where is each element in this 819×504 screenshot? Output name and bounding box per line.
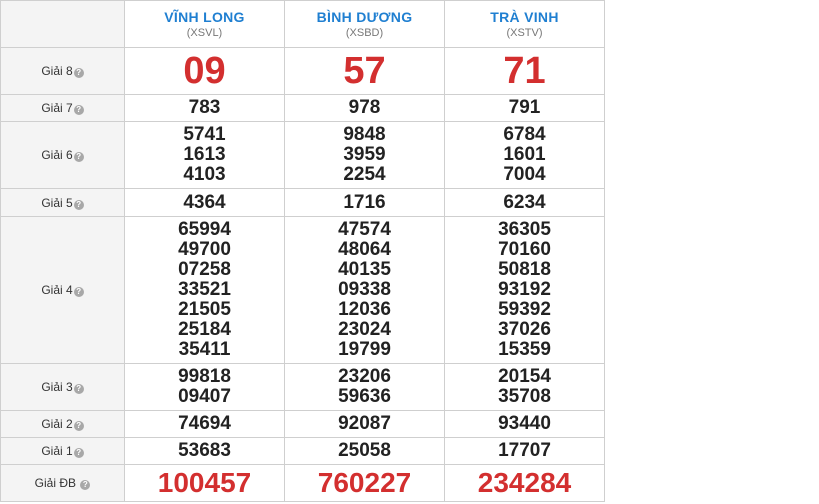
prize-value: 93440 xyxy=(445,411,605,438)
prize-value: 19799 xyxy=(338,339,391,360)
prize-value: 37026 xyxy=(498,319,551,340)
prize-label-g8 xyxy=(1,48,125,95)
prize-label-text: Giải 7 xyxy=(41,101,73,115)
prize-value: 40135 xyxy=(338,259,391,280)
special-prize-value: 760227 xyxy=(285,465,445,502)
prize-value: 12036 xyxy=(338,299,391,320)
prize-value: 2254 xyxy=(343,164,386,185)
prize-value: 47574 xyxy=(338,219,391,240)
prize-label-text: Giải ĐB xyxy=(34,476,76,490)
province-link-binh-duong[interactable]: BÌNH DƯƠNG xyxy=(316,9,413,25)
prize-label-g6 xyxy=(1,122,125,189)
prize-value: 25184 xyxy=(178,319,231,340)
prize-row-g5 xyxy=(1,189,605,217)
prize-cell xyxy=(125,217,285,364)
province-link-vinh-long[interactable]: VĨNH LONG xyxy=(164,9,245,25)
prize-value: 25058 xyxy=(285,438,445,465)
prize-label-text: Giải 4 xyxy=(41,283,73,297)
prize-row-g1 xyxy=(1,438,605,465)
prize-value: 09338 xyxy=(338,279,391,300)
prize-row-g8 xyxy=(1,48,605,95)
prize-value: 07258 xyxy=(178,259,231,280)
prize-label-special xyxy=(1,465,125,502)
prize-value: 49700 xyxy=(178,239,231,260)
help-icon[interactable]: ? xyxy=(74,384,84,394)
help-icon[interactable]: ? xyxy=(74,152,84,162)
prize-value: 71 xyxy=(445,48,605,95)
prize-value: 1613 xyxy=(183,144,226,165)
help-icon[interactable]: ? xyxy=(74,68,84,78)
prize-label-g4 xyxy=(1,217,125,364)
prize-label-g1 xyxy=(1,438,125,465)
special-prize-value: 100457 xyxy=(125,465,285,502)
help-icon[interactable]: ? xyxy=(80,480,90,490)
prize-label-g7 xyxy=(1,95,125,122)
province-header-vinh-long xyxy=(125,1,285,48)
prize-value: 59392 xyxy=(498,299,551,320)
prize-value: 6234 xyxy=(445,189,605,217)
prize-value: 1601 xyxy=(503,144,546,165)
prize-row-g3 xyxy=(1,364,605,411)
prize-value: 783 xyxy=(125,95,285,122)
prize-value: 21505 xyxy=(178,299,231,320)
prize-value: 6784 xyxy=(503,124,546,145)
prize-value: 15359 xyxy=(498,339,551,360)
province-code: (XSVL) xyxy=(186,27,223,39)
prize-cell xyxy=(125,364,285,411)
prize-cell xyxy=(285,217,445,364)
province-header-row xyxy=(1,1,605,48)
prize-value: 4364 xyxy=(125,189,285,217)
prize-value: 3959 xyxy=(343,144,386,165)
prize-value: 5741 xyxy=(183,124,226,145)
prize-value: 57 xyxy=(285,48,445,95)
prize-cell xyxy=(125,122,285,189)
prize-value: 4103 xyxy=(183,164,226,185)
prize-row-g7 xyxy=(1,95,605,122)
prize-value: 23024 xyxy=(338,319,391,340)
prize-row-special xyxy=(1,465,605,502)
prize-cell xyxy=(285,364,445,411)
prize-value: 35708 xyxy=(498,386,551,407)
prize-label-g3 xyxy=(1,364,125,411)
prize-row-g2 xyxy=(1,411,605,438)
prize-value: 70160 xyxy=(498,239,551,260)
prize-cell xyxy=(445,217,605,364)
prize-row-g4 xyxy=(1,217,605,364)
prize-label-text: Giải 8 xyxy=(41,64,73,78)
special-prize-value: 234284 xyxy=(445,465,605,502)
province-code: (XSBD) xyxy=(345,27,384,39)
prize-label-text: Giải 6 xyxy=(41,148,73,162)
prize-label-text: Giải 3 xyxy=(41,380,73,394)
province-header-binh-duong xyxy=(285,1,445,48)
prize-value: 09 xyxy=(125,48,285,95)
province-header-tra-vinh xyxy=(445,1,605,48)
prize-value: 23206 xyxy=(338,366,391,387)
prize-label-text: Giải 2 xyxy=(41,417,73,431)
help-icon[interactable]: ? xyxy=(74,200,84,210)
prize-value: 7004 xyxy=(503,164,546,185)
prize-value: 59636 xyxy=(338,386,391,407)
prize-value: 99818 xyxy=(178,366,231,387)
prize-label-g5 xyxy=(1,189,125,217)
prize-value: 9848 xyxy=(343,124,386,145)
prize-value: 50818 xyxy=(498,259,551,280)
province-code: (XSTV) xyxy=(506,27,543,39)
province-link-tra-vinh[interactable]: TRÀ VINH xyxy=(490,9,559,25)
help-icon[interactable]: ? xyxy=(74,421,84,431)
prize-cell xyxy=(445,364,605,411)
prize-label-text: Giải 1 xyxy=(41,444,73,458)
prize-value: 93192 xyxy=(498,279,551,300)
prize-value: 978 xyxy=(285,95,445,122)
prize-value: 17707 xyxy=(445,438,605,465)
help-icon[interactable]: ? xyxy=(74,448,84,458)
help-icon[interactable]: ? xyxy=(74,287,84,297)
prize-cell xyxy=(285,122,445,189)
help-icon[interactable]: ? xyxy=(74,105,84,115)
prize-value: 65994 xyxy=(178,219,231,240)
prize-value: 35411 xyxy=(178,339,231,360)
prize-value: 1716 xyxy=(285,189,445,217)
prize-value: 53683 xyxy=(125,438,285,465)
prize-value: 74694 xyxy=(125,411,285,438)
prize-label-g2 xyxy=(1,411,125,438)
prize-value: 09407 xyxy=(178,386,231,407)
prize-label-text: Giải 5 xyxy=(41,195,73,210)
prize-value: 791 xyxy=(445,95,605,122)
prize-value: 36305 xyxy=(498,219,551,240)
prize-value: 33521 xyxy=(178,279,231,300)
prize-value: 48064 xyxy=(338,239,391,260)
prize-row-g6 xyxy=(1,122,605,189)
prize-value: 92087 xyxy=(285,411,445,438)
prize-cell xyxy=(445,122,605,189)
corner-cell xyxy=(1,1,125,48)
prize-value: 20154 xyxy=(498,366,551,387)
